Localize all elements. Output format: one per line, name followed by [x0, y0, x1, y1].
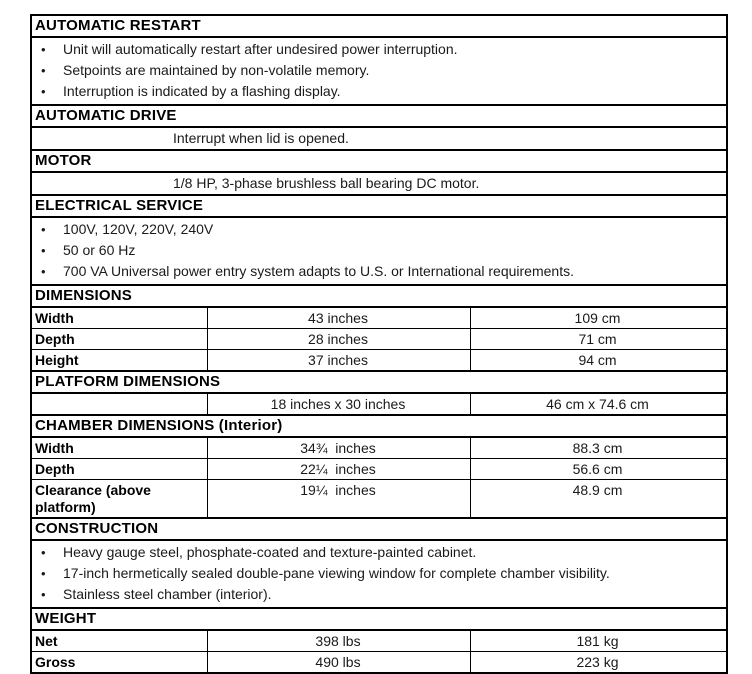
bullet-text: Stainless steel chamber (interior).	[63, 586, 272, 602]
metric-value-cell: 88.3 cm	[470, 438, 726, 458]
list-item	[32, 240, 726, 261]
metric-value-cell: 223 kg	[470, 652, 726, 672]
bullet-icon: •	[41, 587, 46, 602]
section-header-automatic-drive: AUTOMATIC DRIVE	[32, 104, 726, 128]
section-header-motor: MOTOR	[32, 149, 726, 173]
list-item	[32, 563, 726, 584]
automatic-restart-bullet-list	[32, 38, 726, 104]
section-header-weight: WEIGHT	[32, 607, 726, 631]
electrical-service-bullet-list	[32, 218, 726, 284]
bullet-text: 50 or 60 Hz	[63, 242, 136, 258]
platform-dimensions-table	[32, 394, 726, 414]
metric-value-cell: 181 kg	[470, 631, 726, 651]
metric-value-cell: 46 cm x 74.6 cm	[470, 394, 726, 414]
row-label-cell: Width	[35, 440, 74, 456]
list-item	[32, 219, 726, 240]
list-item	[32, 542, 726, 563]
row-label-cell: Width	[35, 310, 74, 326]
metric-value-cell: 56.6 cm	[470, 459, 726, 479]
section-header-construction: CONSTRUCTION	[32, 517, 726, 541]
row-label-cell: Net	[35, 633, 58, 649]
list-item	[32, 39, 726, 60]
bullet-text: 17-inch hermetically sealed double-pane viewing window for complete chamber visibility.	[63, 565, 610, 581]
imperial-value-cell: 43 inches	[207, 308, 470, 328]
dimensions-table	[32, 308, 726, 370]
table-row	[32, 349, 726, 370]
automatic-drive-note: Interrupt when lid is opened.	[173, 130, 349, 146]
construction-bullet-list	[32, 541, 726, 607]
row-label-cell: Height	[35, 352, 79, 368]
bullet-text: Interruption is indicated by a flashing display.	[63, 83, 341, 99]
list-item	[32, 261, 726, 282]
bullet-icon: •	[41, 566, 46, 581]
row-label-cell	[32, 394, 207, 414]
chamber-dimensions-table	[32, 438, 726, 517]
bullet-icon: •	[41, 264, 46, 279]
section-header-platform-dimensions: PLATFORM DIMENSIONS	[32, 370, 726, 394]
bullet-icon: •	[41, 243, 46, 258]
bullet-text: 100V, 120V, 220V, 240V	[63, 221, 214, 237]
bullet-icon: •	[41, 84, 46, 99]
table-row	[32, 458, 726, 479]
metric-value-cell: 71 cm	[470, 329, 726, 349]
section-header-automatic-restart: AUTOMATIC RESTART	[32, 16, 726, 38]
table-row	[32, 651, 726, 672]
metric-value-cell: 109 cm	[470, 308, 726, 328]
bullet-icon: •	[41, 63, 46, 78]
imperial-value-cell: 490 lbs	[207, 652, 470, 672]
table-row	[32, 479, 726, 517]
bullet-icon: •	[41, 42, 46, 57]
bullet-text: Heavy gauge steel, phosphate-coated and texture-painted cabinet.	[63, 544, 477, 560]
list-item	[32, 60, 726, 81]
list-item	[32, 81, 726, 102]
imperial-value-cell: 22¼ inches	[207, 459, 470, 479]
row-label-cell: Depth	[35, 461, 75, 477]
table-row	[32, 438, 726, 458]
table-row	[32, 631, 726, 651]
bullet-icon: •	[41, 545, 46, 560]
list-item	[32, 584, 726, 605]
section-header-dimensions: DIMENSIONS	[32, 284, 726, 308]
row-label-cell: Clearance (above platform)	[35, 482, 151, 515]
bullet-icon: •	[41, 222, 46, 237]
table-row	[32, 394, 726, 414]
specification-table	[30, 14, 728, 674]
row-label-cell: Depth	[35, 331, 75, 347]
imperial-value-cell: 28 inches	[207, 329, 470, 349]
table-row	[32, 308, 726, 328]
row-label-cell: Gross	[35, 654, 76, 670]
weight-table	[32, 631, 726, 672]
bullet-text: 700 VA Universal power entry system adapts to U.S. or International requirements.	[63, 263, 574, 279]
bullet-text: Setpoints are maintained by non-volatile memory.	[63, 62, 370, 78]
metric-value-cell: 94 cm	[470, 350, 726, 370]
imperial-value-cell: 398 lbs	[207, 631, 470, 651]
imperial-value-cell: 18 inches x 30 inches	[207, 394, 470, 414]
imperial-value-cell: 19¼ inches	[207, 480, 470, 517]
imperial-value-cell: 34¾ inches	[207, 438, 470, 458]
table-row	[32, 328, 726, 349]
section-header-electrical-service: ELECTRICAL SERVICE	[32, 194, 726, 218]
bullet-text: Unit will automatically restart after undesired power interruption.	[63, 41, 458, 57]
section-header-chamber-dimensions: CHAMBER DIMENSIONS (Interior)	[32, 414, 726, 438]
metric-value-cell: 48.9 cm	[470, 480, 726, 517]
motor-note: 1/8 HP, 3-phase brushless ball bearing DC motor.	[173, 175, 480, 191]
imperial-value-cell: 37 inches	[207, 350, 470, 370]
